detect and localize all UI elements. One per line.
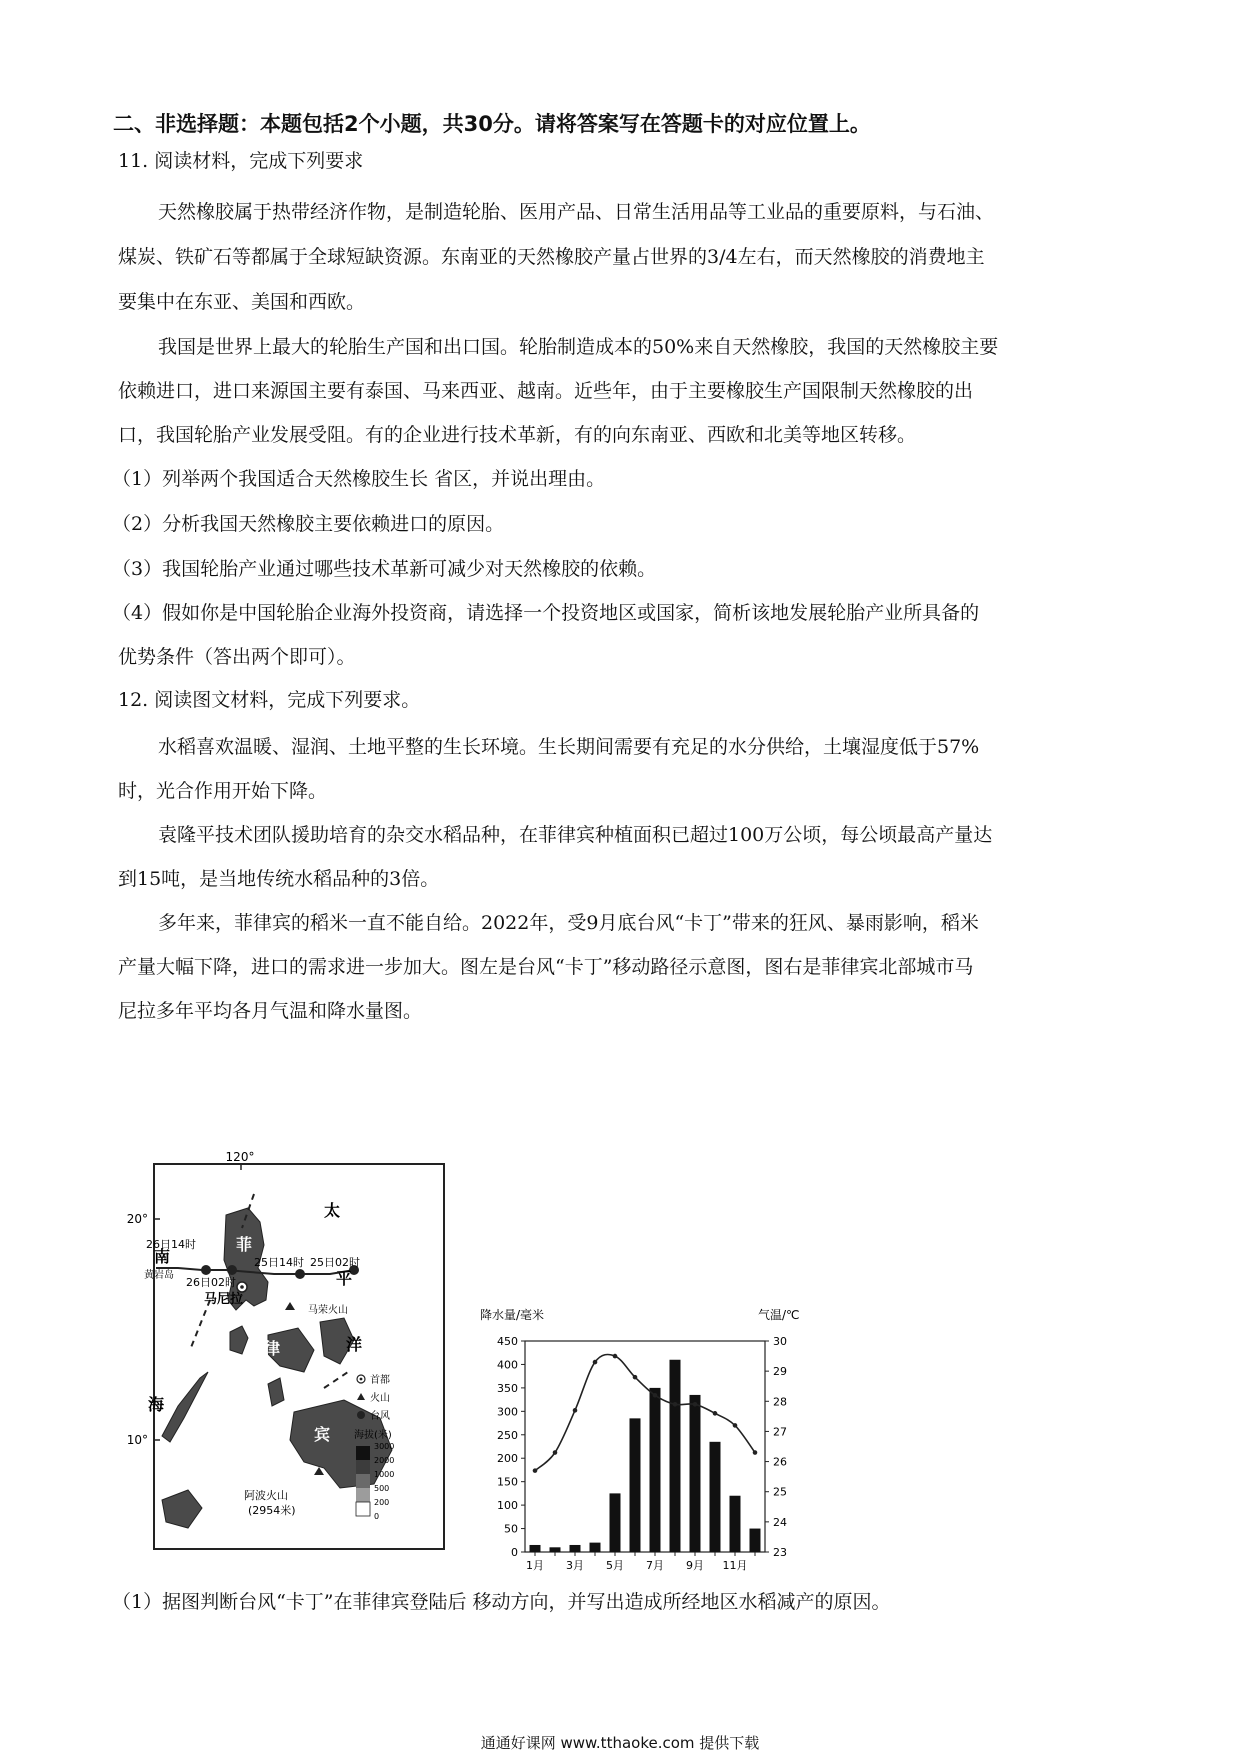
elevation-swatch: [356, 1474, 370, 1488]
map-lon-label: 120°: [225, 1150, 255, 1164]
temperature-point: [673, 1402, 678, 1407]
precipitation-bar: [670, 1360, 681, 1552]
typhoon-icon: [201, 1265, 211, 1275]
precipitation-bar: [590, 1543, 601, 1552]
place-label: 黄岩岛: [144, 1270, 174, 1281]
typhoon-time-label: 25日14时: [254, 1256, 304, 1269]
q11-question-2: （2）分析我国天然橡胶主要依赖进口的原因。: [112, 513, 505, 535]
temperature-point: [693, 1402, 698, 1407]
x-axis-tick-label: 11月: [722, 1559, 748, 1572]
q12-para-line: 多年来，菲律宾的稻米一直不能自给。2022年，受9月底台风“卡丁”带来的狂风、暴雨影响，稻米: [158, 912, 979, 934]
q11-question-4-cont: 优势条件（答出两个即可）。: [118, 646, 356, 668]
elevation-swatch: [356, 1502, 370, 1516]
typhoon-time-label: 26日14时: [146, 1238, 196, 1251]
typhoon-track-map: [118, 1150, 460, 1555]
temperature-line: [535, 1354, 755, 1470]
map-lat10-label: 10°: [126, 1433, 148, 1447]
elevation-tick: 3000: [374, 1442, 395, 1451]
q11-title: 11. 阅读材料，完成下列要求: [118, 150, 364, 172]
temperature-point: [553, 1450, 558, 1455]
x-axis-tick-label: 7月: [646, 1559, 664, 1572]
precipitation-bar: [630, 1418, 641, 1552]
left-axis-tick-label: 150: [497, 1475, 518, 1489]
left-axis-label: 降水量/毫米: [480, 1308, 545, 1322]
country-label-char: 宾: [314, 1425, 331, 1444]
right-axis-tick-label: 29: [773, 1365, 787, 1379]
plot-frame: [525, 1341, 765, 1552]
q12-para-line: 到15吨，是当地传统水稻品种的3倍。: [118, 868, 440, 890]
right-axis-label: 气温/℃: [758, 1308, 800, 1322]
q11-para-line: 我国是世界上最大的轮胎生产国和出口国。轮胎制造成本的50%来自天然橡胶，我国的天然橡胶主要: [158, 336, 999, 358]
right-axis-tick-label: 24: [773, 1515, 787, 1529]
temperature-point: [593, 1360, 598, 1365]
q11-para-line: 天然橡胶属于热带经济作物，是制造轮胎、医用产品、日常生活用品等工业品的重要原料，与石油、: [158, 201, 995, 223]
elevation-swatch: [356, 1446, 370, 1460]
temperature-point: [613, 1354, 618, 1359]
q12-para-line: 水稻喜欢温暖、湿润、土地平整的生长环境。生长期间需要有充足的水分供给，土壤湿度低于57%: [158, 736, 980, 758]
ocean-label-char: 太: [324, 1201, 341, 1220]
right-axis-tick-label: 23: [773, 1546, 787, 1559]
q12-para-line: 袁隆平技术团队援助培育的杂交水稻品种，在菲律宾种植面积已超过100万公顷，每公顷最高产量达: [158, 824, 993, 846]
elevation-tick: 500: [374, 1484, 390, 1493]
typhoon-time-label: 25日02时: [310, 1256, 360, 1269]
x-axis-tick-label: 1月: [526, 1559, 544, 1572]
temperature-point: [533, 1468, 538, 1473]
manila-climate-chart: [470, 1305, 830, 1575]
q12-title: 12. 阅读图文材料，完成下列要求。: [118, 689, 421, 711]
q11-para-line: 煤炭、铁矿石等都属于全球短缺资源。东南亚的天然橡胶产量占世界的3/4左右，而天然橡胶的消费地主: [118, 246, 985, 268]
ocean-label-char: 洋: [346, 1335, 363, 1354]
x-axis-tick-label: 3月: [566, 1559, 584, 1572]
elevation-tick: 2000: [374, 1456, 395, 1465]
temperature-point: [713, 1411, 718, 1416]
page-footer: 通通好课网 www.tthaoke.com 提供下载: [480, 1734, 760, 1752]
precipitation-bar: [530, 1545, 541, 1552]
q12-para-line: 尼拉多年平均各月气温和降水量图。: [118, 1000, 423, 1022]
left-axis-tick-label: 300: [497, 1405, 518, 1419]
left-axis-tick-label: 0: [511, 1546, 518, 1559]
legend-typhoon-label: 台风: [370, 1411, 390, 1422]
right-axis-tick-label: 28: [773, 1395, 787, 1409]
legend-typhoon-icon: [357, 1411, 365, 1419]
typhoon-icon: [227, 1265, 237, 1275]
typhoon-icon: [295, 1269, 305, 1279]
q11-question-1: （1）列举两个我国适合天然橡胶生长 省区，并说出理由。: [112, 468, 606, 490]
place-label: 阿波火山: [244, 1489, 288, 1502]
right-axis-tick-label: 26: [773, 1455, 787, 1469]
elevation-swatch: [356, 1460, 370, 1474]
elevation-tick: 200: [374, 1498, 390, 1507]
precipitation-bar: [710, 1442, 721, 1552]
q11-question-3: （3）我国轮胎产业通过哪些技术革新可减少对天然橡胶的依赖。: [112, 558, 657, 580]
map-legend: [354, 1373, 394, 1521]
q12-para-line: 产量大幅下降，进口的需求进一步加大。图左是台风“卡丁”移动路径示意图，图右是菲律宾北部城市马: [118, 956, 974, 978]
x-axis-tick-label: 9月: [686, 1559, 704, 1572]
ocean-label-char: 平: [336, 1269, 353, 1288]
elevation-tick: 1000: [374, 1470, 395, 1479]
precipitation-bar: [750, 1529, 761, 1552]
q11-question-4: （4）假如你是中国轮胎企业海外投资商，请选择一个投资地区或国家，简析该地发展轮胎产业所具备的: [112, 602, 980, 624]
left-axis-tick-label: 350: [497, 1381, 518, 1395]
precipitation-bar: [690, 1395, 701, 1552]
precipitation-bar: [570, 1545, 581, 1552]
temperature-point: [573, 1408, 578, 1413]
elevation-tick: 0: [374, 1512, 380, 1521]
precipitation-bar: [610, 1493, 621, 1552]
left-axis-tick-label: 400: [497, 1358, 518, 1372]
right-axis-tick-label: 30: [773, 1335, 787, 1348]
legend-volcano-label: 火山: [370, 1393, 390, 1404]
legend-capital-label: 首都: [370, 1375, 390, 1386]
capital-icon-dot: [240, 1285, 244, 1289]
temperature-point: [753, 1450, 758, 1455]
q12-question-1: （1）据图判断台风“卡丁”在菲律宾登陆后 移动方向，并写出造成所经地区水稻减产的原因。: [112, 1591, 891, 1613]
left-axis-tick-label: 100: [497, 1499, 518, 1513]
temperature-point: [733, 1423, 738, 1428]
left-axis-tick-label: 450: [497, 1335, 518, 1348]
q12-para-line: 时，光合作用开始下降。: [118, 780, 328, 802]
legend-elevation-title: 海拔(米): [354, 1430, 392, 1441]
precipitation-bar: [650, 1388, 661, 1552]
left-axis-tick-label: 50: [504, 1522, 518, 1536]
place-label: (2954米): [248, 1504, 296, 1517]
place-label: 马荣火山: [308, 1305, 348, 1316]
left-axis-tick-label: 200: [497, 1452, 518, 1466]
legend-capital-icon-dot: [360, 1378, 363, 1381]
elevation-swatch: [356, 1488, 370, 1502]
place-label: 马尼拉: [204, 1292, 244, 1307]
temperature-point: [653, 1393, 658, 1398]
country-label-char: 菲: [236, 1235, 253, 1254]
precipitation-bar: [730, 1496, 741, 1552]
q11-para-line: 口，我国轮胎产业发展受阻。有的企业进行技术革新，有的向东南亚、西欧和北美等地区转移。: [118, 424, 917, 446]
country-label-char: 律: [264, 1339, 281, 1358]
x-axis-tick-label: 5月: [606, 1559, 624, 1572]
right-axis-tick-label: 25: [773, 1485, 787, 1499]
temperature-point: [633, 1375, 638, 1380]
right-axis-tick-label: 27: [773, 1425, 787, 1439]
sea-label-char: 南: [154, 1247, 171, 1266]
left-axis-tick-label: 250: [497, 1428, 518, 1442]
typhoon-time-label: 26日02时: [186, 1276, 236, 1289]
q11-para-line: 要集中在东亚、美国和西欧。: [118, 291, 366, 313]
q11-para-line: 依赖进口，进口来源国主要有泰国、马来西亚、越南。近些年，由于主要橡胶生产国限制天然橡胶的出: [118, 380, 974, 402]
sea-label-char: 海: [148, 1395, 165, 1414]
precipitation-bar: [550, 1547, 561, 1552]
map-lat20-label: 20°: [126, 1212, 148, 1226]
section-heading: 二、非选择题：本题包括2个小题，共30分。请将答案写在答题卡的对应位置上。: [113, 112, 871, 136]
